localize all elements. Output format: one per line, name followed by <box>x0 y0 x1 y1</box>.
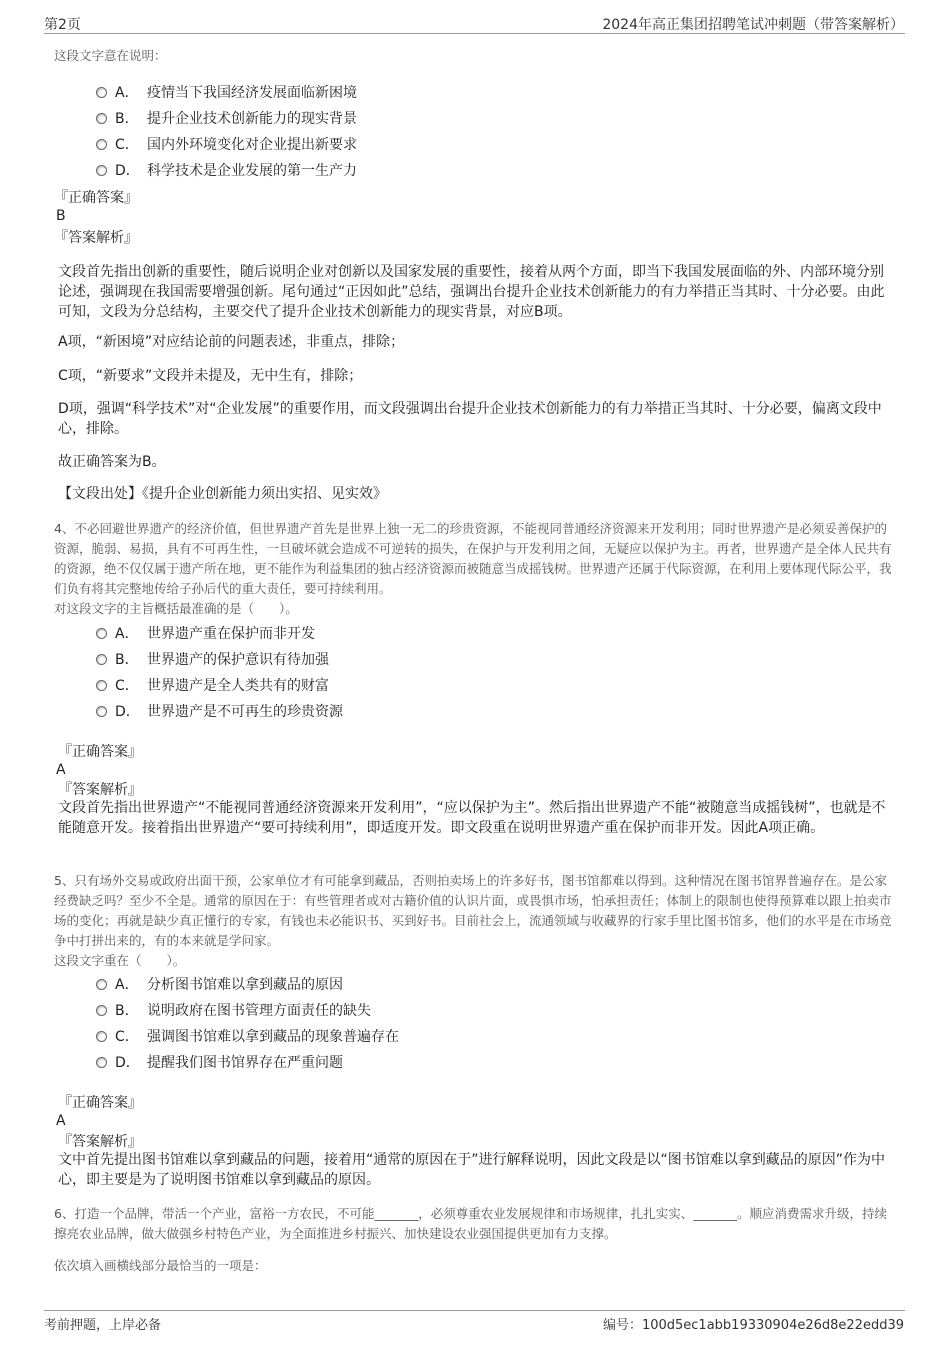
q3-option-b[interactable] <box>96 108 357 128</box>
q4-question: 对这段文字的主旨概括最准确的是（ ）。 <box>54 601 298 616</box>
q5-option-b[interactable] <box>96 1000 371 1020</box>
q4-option-a[interactable] <box>96 623 315 643</box>
q5-option-c[interactable] <box>96 1026 399 1046</box>
q3-option-d[interactable] <box>96 160 357 180</box>
footer-code-value: 100d5ec1abb19330904e26d8e22edd39 <box>641 1318 904 1333</box>
footer-divider <box>44 1310 905 1311</box>
q4-option-b[interactable] <box>96 649 329 669</box>
q5-answer: A <box>56 1113 66 1129</box>
option-text: 世界遗产是不可再生的珍贵资源 <box>147 704 343 720</box>
radio-icon[interactable] <box>96 1031 107 1042</box>
q5-analysis-label: 『答案解析』 <box>58 1134 142 1150</box>
option-letter: C． <box>115 678 139 694</box>
q4-option-d[interactable] <box>96 701 343 721</box>
radio-icon[interactable] <box>96 628 107 639</box>
q3-option-a[interactable] <box>96 82 357 102</box>
q3-analysis-paragraph: C项，“新要求”文段并未提及，无中生有，排除； <box>58 368 363 384</box>
option-text: 世界遗产重在保护而非开发 <box>147 626 315 642</box>
q4-answer: A <box>56 762 66 778</box>
footer-code <box>603 1314 904 1333</box>
option-text: 世界遗产的保护意识有待加强 <box>147 652 329 668</box>
q3-analysis-paragraph: D项，强调“科学技术”对“企业发展”的重要作用，而文段强调出台提升企业技术创新能力的有力举措正当其时、十分必要，偏离文段中心，排除。 <box>58 401 882 437</box>
option-text: 提醒我们图书馆界存在严重问题 <box>147 1055 343 1071</box>
q3-analysis-paragraph: 故正确答案为B。 <box>58 454 166 470</box>
radio-icon[interactable] <box>96 1005 107 1016</box>
q5-stem: 5、只有场外交易或政府出面干预，公家单位才有可能拿到藏品，否则拍卖场上的许多好书，图书馆都难以得到。这种情况在图书馆界普遍存在。是公家经费缺乏吗？至少不全是。通常的原因在于：有些管理者或对古籍价值的认识片面，或畏惧市场，怕承担责任；体制上的限制也使得预算难以跟上拍卖市场的变化；再就是缺少真正懂行的专家，有钱也未必能识书、买到好书。目前社会上，流通领域与收藏界的行家手里比图书馆多，他们的水平是在市场竞争中打拼出来的，有的本来就是学问家。 <box>54 873 892 948</box>
radio-icon[interactable] <box>96 680 107 691</box>
option-text: 强调图书馆难以拿到藏品的现象普遍存在 <box>147 1029 399 1045</box>
q5-option-d[interactable] <box>96 1052 343 1072</box>
q5-question: 这段文字重在（ ）。 <box>54 953 186 968</box>
q4-option-c[interactable] <box>96 675 329 695</box>
option-letter: D． <box>115 163 140 179</box>
option-letter: A． <box>115 85 139 101</box>
q6-stem: 6、打造一个品牌，带活一个产业，富裕一方农民，不可能_______，必须尊重农业发展规律和市场规律，扎扎实实、_______。顺应消费需求升级，持续擦亮农业品牌，做大做强乡村特色产业，为全面推进乡村振兴、加快建设农业强国提供更加有力支撑。 <box>54 1206 887 1241</box>
radio-icon[interactable] <box>96 979 107 990</box>
q6-question: 依次填入画横线部分最恰当的一项是： <box>54 1258 267 1273</box>
q3-analysis-paragraph: 文段首先指出创新的重要性，随后说明企业对创新以及国家发展的重要性，接着从两个方面，即当下我国发展面临的外、内部环境分别论述，强调现在我国需要增强创新。尾句通过“正因如此”总结，强调出台提升企业技术创新能力的有力举措正当其时、十分必要。由此可知，文段为分总结构，主要交代了提升企业技术创新能力的现实背景，对应B项。 <box>58 264 885 320</box>
option-letter: C． <box>115 137 139 153</box>
q4-analysis: 文段首先指出世界遗产“不能视同普通经济资源来开发利用”，“应以保护为主”。然后指出世界遗产不能“被随意当成摇钱树”，也就是不能随意开发。接着指出世界遗产“要可持续利用”，即适度开发。即文段重在说明世界遗产重在保护而非开发。因此A项正确。 <box>58 800 886 836</box>
q3-stem: 这段文字意在说明： <box>54 48 167 63</box>
option-letter: B． <box>115 1003 139 1019</box>
radio-icon[interactable] <box>96 706 107 717</box>
q5-option-a[interactable] <box>96 974 343 994</box>
q3-analysis-paragraph: A项，“新困境”对应结论前的问题表述，非重点，排除； <box>58 334 405 350</box>
option-letter: D． <box>115 1055 140 1071</box>
q4-stem: 4、不必回避世界遗产的经济价值，但世界遗产首先是世界上独一无二的珍贵资源，不能视同普通经济资源来开发利用；同时世界遗产是必须妥善保护的资源，脆弱、易损，具有不可再生性，一旦破坏就会造成不可逆转的损失，在保护与开发利用之间，无疑应以保护为主。再者，世界遗产是全体人民共有的资源，绝不仅仅属于遗产所在地，更不能作为利益集团的独占经济资源而被随意当成摇钱树。世界遗产还属于代际资源，在利用上要体现代际公平，我们负有将其完整地传给子孙后代的重大责任，要可持续利用。 <box>54 521 892 596</box>
option-letter: A． <box>115 626 139 642</box>
option-text: 科学技术是企业发展的第一生产力 <box>147 163 357 179</box>
option-text: 说明政府在图书管理方面责任的缺失 <box>147 1003 371 1019</box>
q3-answer: B <box>56 208 66 224</box>
q4-analysis-label: 『答案解析』 <box>58 782 142 798</box>
q3-option-c[interactable] <box>96 134 357 154</box>
q3-source: 【文段出处】《提升企业创新能力须出实招、见实效》 <box>58 486 387 502</box>
option-text: 世界遗产是全人类共有的财富 <box>147 678 329 694</box>
option-letter: C． <box>115 1029 139 1045</box>
q3-answer-label: 『正确答案』 <box>54 190 138 206</box>
option-text: 疫情当下我国经济发展面临新困境 <box>147 85 357 101</box>
header-divider <box>44 33 905 34</box>
page-number: 第2页 <box>44 17 81 33</box>
radio-icon[interactable] <box>96 1057 107 1068</box>
option-letter: A． <box>115 977 139 993</box>
q3-analysis-label: 『答案解析』 <box>54 230 138 246</box>
radio-icon[interactable] <box>96 113 107 124</box>
radio-icon[interactable] <box>96 87 107 98</box>
option-letter: D． <box>115 704 140 720</box>
option-text: 分析图书馆难以拿到藏品的原因 <box>147 977 343 993</box>
radio-icon[interactable] <box>96 654 107 665</box>
radio-icon[interactable] <box>96 139 107 150</box>
document-title: 2024年高正集团招聘笔试冲刺题（带答案解析） <box>602 17 904 33</box>
radio-icon[interactable] <box>96 165 107 176</box>
option-letter: B． <box>115 111 139 127</box>
option-text: 提升企业技术创新能力的现实背景 <box>147 111 357 127</box>
q5-answer-label: 『正确答案』 <box>58 1095 142 1111</box>
footer-slogan: 考前押题，上岸必备 <box>44 1318 162 1333</box>
q5-analysis: 文中首先提出图书馆难以拿到藏品的问题，接着用“通常的原因在于”进行解释说明，因此文段是以“图书馆难以拿到藏品的原因”作为中心，即主要是为了说明图书馆难以拿到藏品的原因。 <box>58 1152 886 1188</box>
q4-answer-label: 『正确答案』 <box>58 744 142 760</box>
option-text: 国内外环境变化对企业提出新要求 <box>147 137 357 153</box>
footer-code-label: 编号： <box>602 1318 642 1333</box>
option-letter: B． <box>115 652 139 668</box>
